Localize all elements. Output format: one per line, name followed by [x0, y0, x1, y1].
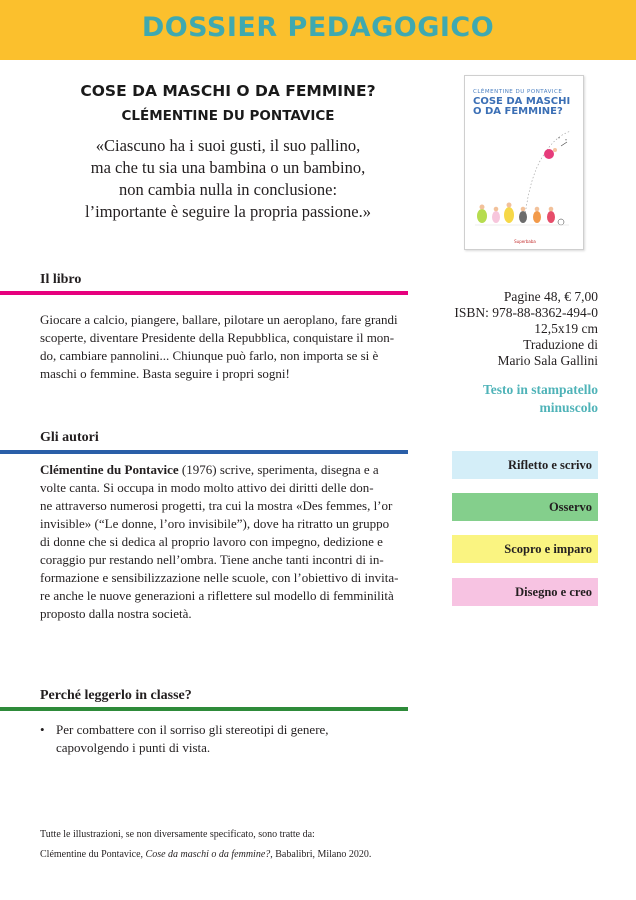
footer-credit-line: Tutte le illustrazioni, se non diversamente specificato, sono tratte da:	[40, 829, 315, 840]
bullet-mark: •	[40, 722, 45, 737]
book-cover	[464, 75, 584, 250]
body-line: invisible» (“Le donne, l’oro invisibile”), dove ha ritratto un gruppo	[40, 516, 390, 531]
body-line: coraggio pur restando nell’ombra. Tiene anche tanti incontri di in-	[40, 552, 384, 567]
body-line: formazione e sensibilizzazione nelle scuole, con l’obiettivo di invita-	[40, 570, 399, 585]
legend-osservo: Osservo	[452, 493, 598, 521]
section-heading-autori: Gli autori	[40, 430, 99, 445]
body-line: di donne che si dedica al proprio lavoro con impegno, dedizione e	[40, 534, 383, 549]
body-line: Giocare a calcio, piangere, ballare, pilotare un aeroplano, fare grandi	[40, 312, 398, 327]
info-translator: Mario Sala Gallini	[497, 353, 598, 368]
body-line: volte canta. Si occupa in modo molto attivo dei diritti delle don-	[40, 480, 374, 495]
quote-line: non cambia nulla in conclusione:	[118, 180, 338, 199]
book-info	[428, 289, 598, 369]
body-line: re anche le nuove generazioni a riflettere sul modello di femminilità	[40, 588, 394, 603]
bullet-line: Per combattere con il sorriso gli stereotipi di genere,	[56, 722, 329, 737]
info-format: 12,5x19 cm	[534, 321, 598, 336]
text-style-note	[428, 381, 598, 417]
footer-book-title: Cose da maschi o da femmine?	[145, 849, 271, 860]
section-heading-libro: Il libro	[40, 272, 82, 287]
book-title: COSE DA MASCHI O DA FEMMINE?	[80, 82, 376, 100]
bullet-item	[40, 721, 408, 757]
body-line-rest: (1976) scrive, sperimenta, disegna e a	[178, 462, 379, 477]
body-line: maschi o femmine. Basta seguire i propri sogni!	[40, 366, 290, 381]
footer-source-prefix: Clémentine du Pontavice,	[40, 849, 146, 860]
banner-title: DOSSIER PEDAGOGICO	[141, 12, 495, 43]
quote-line: l’importante è seguire la propria passione.»	[85, 202, 371, 221]
section-body-libro	[40, 311, 408, 383]
body-line: ne attraverso numerosi progetti, tra cui la mostra «Des femmes, l’or	[40, 498, 393, 513]
info-pages-price: Pagine 48, € 7,00	[503, 289, 598, 304]
quote-line: «Ciascuno ha i suoi gusti, il suo pallino,	[95, 136, 361, 155]
svg-text:*: *	[565, 138, 567, 143]
info-isbn: ISBN: 978-88-8362-494-0	[454, 305, 598, 320]
cover-title	[473, 97, 581, 117]
cover-title-line: O DA FEMMINE?	[473, 106, 563, 117]
svg-text:*: *	[558, 136, 560, 141]
body-line	[40, 461, 408, 479]
footer-source-line	[40, 849, 371, 860]
legend-rifletto-e-scrivo: Rifletto e scrivo	[452, 451, 598, 479]
body-line: do, cambiare pannolini... Chiunque può farlo, non importa se si è	[40, 348, 379, 363]
section-rule-libro	[0, 291, 408, 295]
legend-disegno-e-creo: Disegno e creo	[452, 578, 598, 606]
cover-author: CLÉMENTINE DU PONTAVICE	[473, 89, 563, 95]
body-line: scoperte, diventare Presidente della Repubblica, conquistare il mon-	[40, 330, 395, 345]
book-quote	[40, 135, 416, 223]
section-rule-perche	[0, 707, 408, 711]
header-banner	[0, 0, 636, 60]
section-rule-autori	[0, 450, 408, 454]
author-name: Clémentine du Pontavice	[40, 462, 179, 477]
text-style-note-line: minuscolo	[539, 400, 598, 415]
quote-line: ma che tu sia una bambina o un bambino,	[90, 158, 366, 177]
section-body-autori	[40, 461, 408, 623]
book-author: CLÉMENTINE DU PONTAVICE	[121, 108, 335, 124]
cover-title-line: COSE DA MASCHI	[473, 96, 571, 107]
bullet-line: capovolgendo i punti di vista.	[56, 740, 211, 755]
cover-publisher: Superbaba	[514, 239, 536, 244]
body-line: proposto dalla nostra società.	[40, 606, 192, 621]
text-style-note-line: Testo in stampatello	[482, 382, 598, 397]
legend-scopro-e-imparo: Scopro e imparo	[452, 535, 598, 563]
info-translation-label: Traduzione di	[523, 337, 598, 352]
footer-source-suffix: , Babalibri, Milano 2020.	[270, 849, 372, 860]
section-heading-perche: Perché leggerlo in classe?	[40, 688, 192, 703]
